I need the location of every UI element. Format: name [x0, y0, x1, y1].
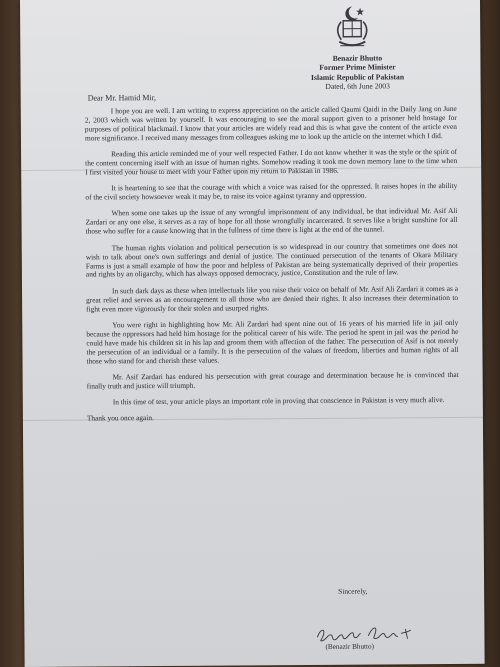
sincerely-text: Sincerely, [338, 586, 368, 596]
paragraph: When some one takes up the issue of any wrongful imprisonment of any individual, be that individual Mr. Asif Ali Zardari or any one else, it serves as a ray of hope for all those wrongfully incarcerated. It serves like a bright sunshine for all those who suffer for a cause knowing that in the fullness of time there is light at the end of the tunnel. [85, 206, 458, 236]
letter-body [85, 105, 459, 431]
paragraph: Mr. Asif Zardari has endured his persecution with great courage and determination because he is convinced that finally truth and justice will triumph. [86, 369, 459, 391]
handwritten-signature [313, 621, 423, 644]
paragraph: Reading this article reminded me of your well respected Father. I do not know whether it was the style or the spirit of the content concerning itself with an issue of human rights. Somehow reading it took me down memory lane to the time when I first visited your house to meet with your Father upon my return to Pakistan in 1986. [85, 147, 458, 177]
salutation: Dear Mr. Hamid Mir, [87, 93, 157, 103]
state-emblem-icon [331, 4, 373, 52]
letterhead [282, 53, 432, 92]
letter-page [20, 0, 485, 667]
printed-name: (Benazir Bhutto) [325, 642, 375, 651]
letterhead-country: Islamic Republic of Pakistan [310, 72, 405, 82]
paragraph: In such dark days as these when intellectuals like you raise their voice on behalf of Mr. Asif Ali Zardari it comes as a great relief and serves as an encouragement to all those who are denied their rights. It also increases their determination to fight even more vigorously for their stolen and usurped rights. [86, 283, 459, 314]
paragraph: I hope you are well. I am writing to express appreciation on the article called Qaumi Qaidi in the Daily Jang on June 2, 2003 which was written by yourself. It was encouraging to see the moral support given to a prisoner held hostage for purposes of political blackmail. I know that your articles are widely read and this is what gave the content of the article even more significance. I received many messages from colleagues asking me to look up the article on the internet which I did. [84, 103, 457, 143]
letter-date: Dated, 6th June 2003 [325, 81, 390, 92]
letterhead-name: Benazir Bhutto [332, 53, 383, 63]
paragraph: The human rights violation and political persecution is so widespread in our country that sometimes one does not wish to talk about one's own sufferings and denial of justice. The continued persecution of the tenants of Okara Military Farms is just a small example of how the poor and helpless of Pakistan are being systematically deprived of their properties and rights by an oligarchy, which has always opposed democracy, justice, Constitution and the rule of law. [85, 240, 458, 280]
paragraph: In this time of test, your article plays an important role in proving that conscience in Pakistan is very much alive. [112, 395, 445, 407]
letterhead-title: Former Prime Minister [319, 62, 396, 73]
paragraph: You were right in highlighting how Mr. Ali Zardari had spent nine out of 16 years of his married life in jail only because the oppressors had held him hostage for the political career of his wife. The period he spent in jail was the period he could have made his children sit in his lap and groom them with affection of the father. The persecution of Asif is not merely the persecution of an individual or a family. It is the persecution of the values of freedom, liberties and human rights of all those who stand for and cherish these values. [86, 317, 459, 366]
closing-line: Thank you once again. [86, 413, 154, 423]
paragraph: It is heartening to see that the courage with which a voice was raised for the oppressed. It raises hopes in the ability of the civil society howsoever weak it may be, to raise its voice against tyranny and oppression. [85, 181, 458, 202]
